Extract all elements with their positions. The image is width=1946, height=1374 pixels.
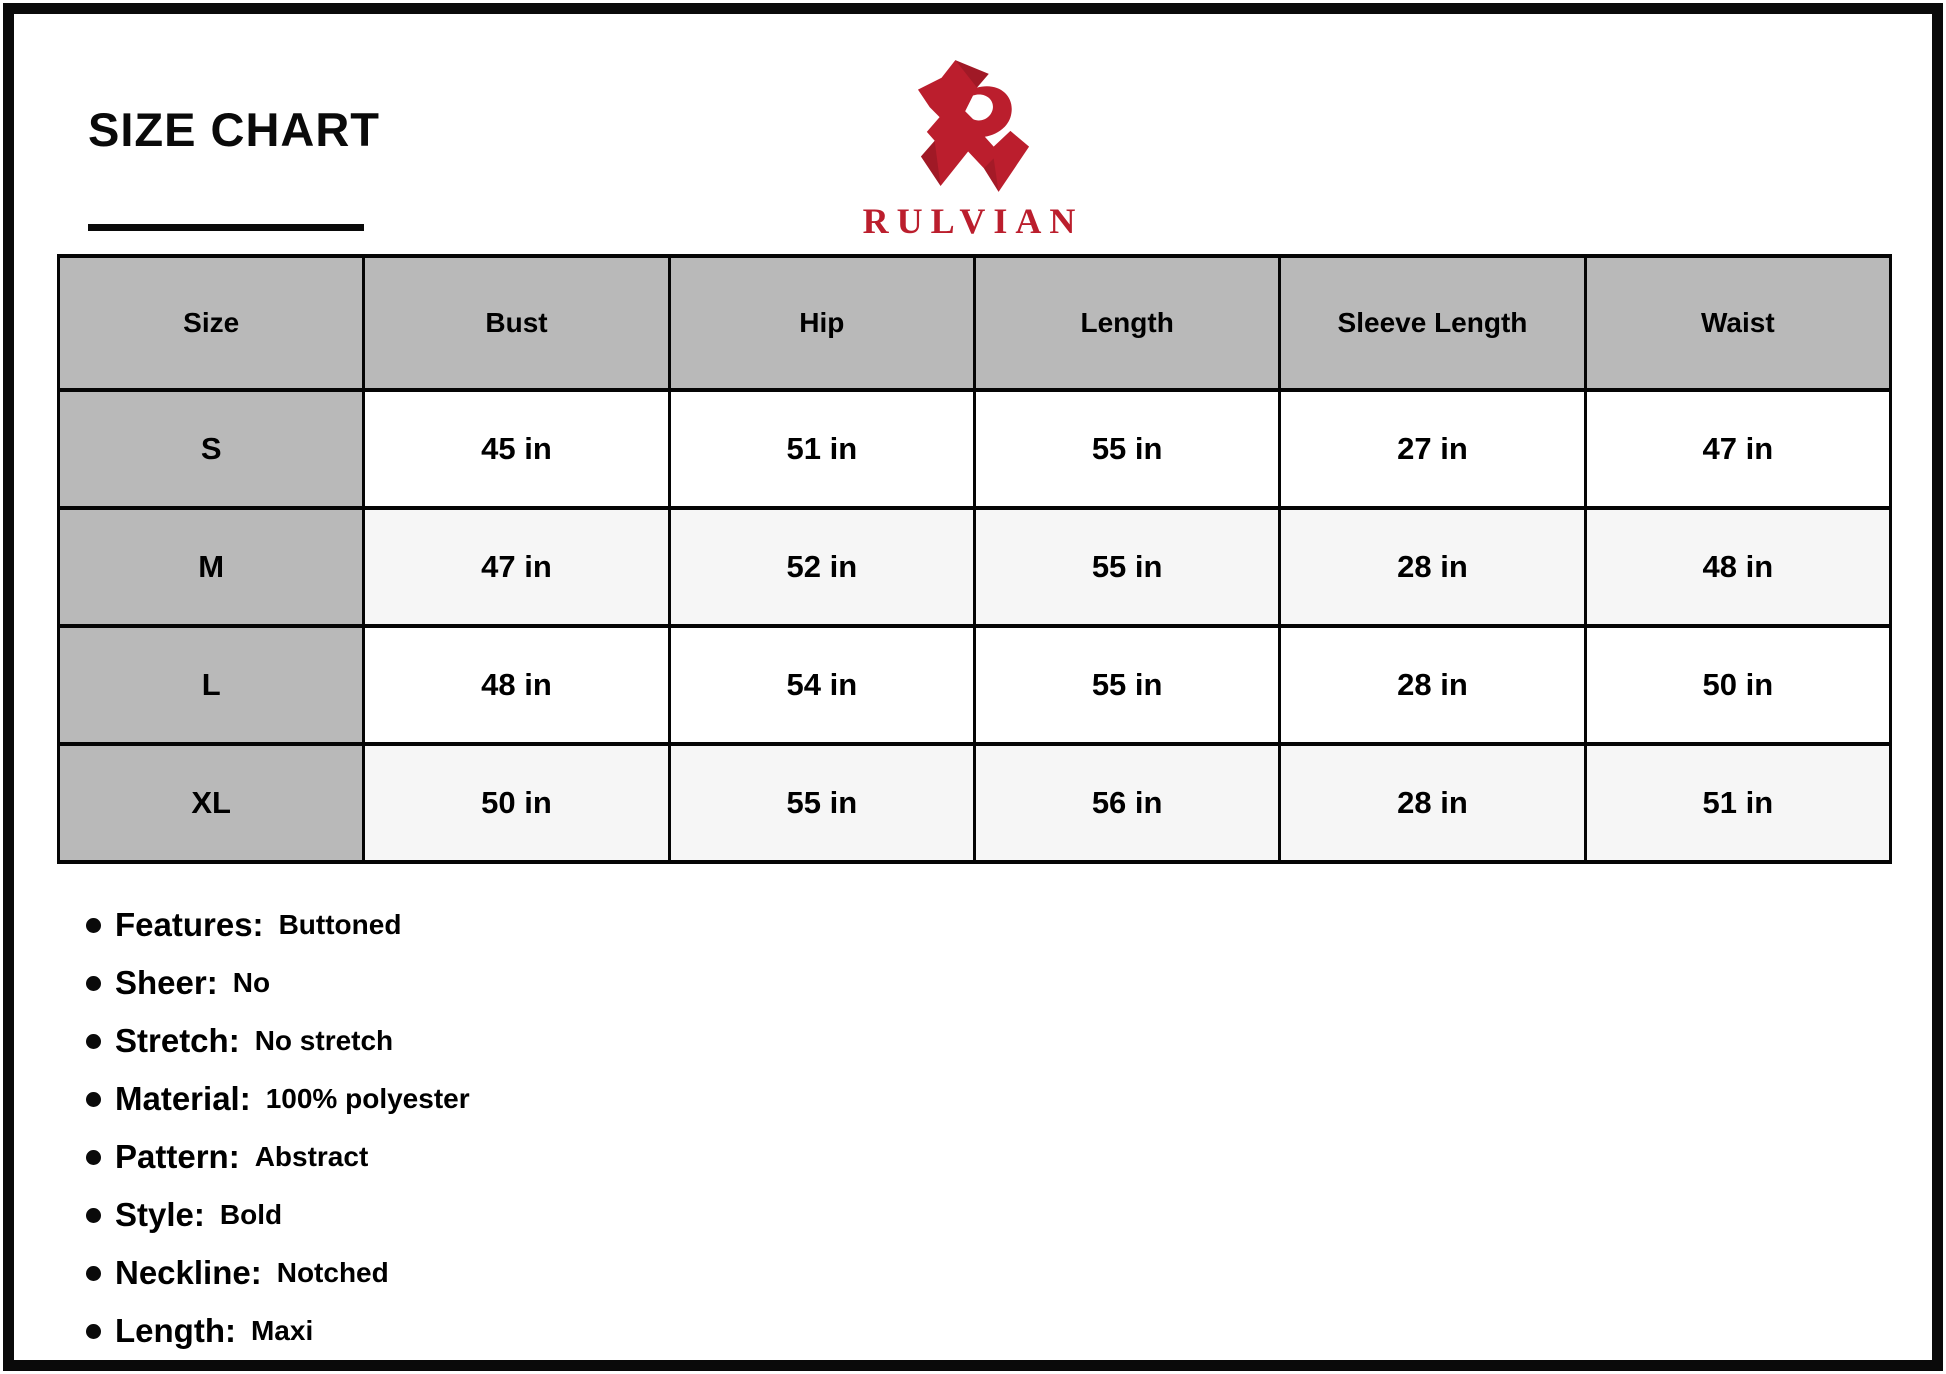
bullet-icon [86, 976, 101, 991]
size-chart-table [57, 254, 1892, 864]
length-value: 55 in [974, 626, 1279, 744]
bullet-icon [86, 1150, 101, 1165]
bust-value: 45 in [364, 390, 669, 508]
hip-value: 51 in [669, 390, 974, 508]
size-label: XL [59, 744, 364, 862]
sleeve-length-value: 28 in [1280, 508, 1585, 626]
waist-value: 51 in [1585, 744, 1890, 862]
detail-item-stretch [86, 1012, 470, 1070]
size-label: M [59, 508, 364, 626]
detail-label: Pattern: [115, 1138, 240, 1175]
brand-name: RULVIAN [862, 201, 1084, 241]
bust-value: 50 in [364, 744, 669, 862]
detail-value: Abstract [254, 1141, 369, 1172]
hip-value: 55 in [669, 744, 974, 862]
detail-value: Maxi [250, 1315, 314, 1346]
table-row-l [59, 626, 1891, 744]
detail-label: Stretch: [115, 1022, 240, 1059]
table-row-m [59, 508, 1891, 626]
bullet-icon [86, 1092, 101, 1107]
detail-item-style [86, 1186, 470, 1244]
bullet-icon [86, 1324, 101, 1339]
brand-r-logo-icon [916, 56, 1034, 194]
detail-item-sheer [86, 954, 470, 1012]
detail-item-material [86, 1070, 470, 1128]
bullet-icon [86, 918, 101, 933]
table-header-row [59, 256, 1891, 390]
detail-label: Material: [115, 1080, 251, 1117]
column-header-bust: Bust [364, 256, 669, 390]
hip-value: 52 in [669, 508, 974, 626]
waist-value: 47 in [1585, 390, 1890, 508]
detail-item-length [86, 1302, 470, 1360]
detail-value: No stretch [254, 1025, 394, 1056]
detail-value: Bold [219, 1199, 283, 1230]
bullet-icon [86, 1266, 101, 1281]
length-value: 56 in [974, 744, 1279, 862]
column-header-hip: Hip [669, 256, 974, 390]
bust-value: 47 in [364, 508, 669, 626]
sleeve-length-value: 28 in [1280, 744, 1585, 862]
waist-value: 48 in [1585, 508, 1890, 626]
sleeve-length-value: 28 in [1280, 626, 1585, 744]
table-row-s [59, 390, 1891, 508]
detail-label: Sheer: [115, 964, 218, 1001]
length-value: 55 in [974, 390, 1279, 508]
column-header-size: Size [59, 256, 364, 390]
detail-value: Buttoned [278, 909, 402, 940]
bullet-icon [86, 1208, 101, 1223]
detail-label: Length: [115, 1312, 236, 1349]
size-label: L [59, 626, 364, 744]
detail-value: No [232, 967, 271, 998]
product-details-list [86, 896, 470, 1360]
detail-label: Style: [115, 1196, 205, 1233]
detail-item-neckline [86, 1244, 470, 1302]
detail-label: Neckline: [115, 1254, 262, 1291]
detail-value: Notched [276, 1257, 389, 1288]
page-title: SIZE CHART [88, 103, 380, 156]
detail-item-pattern [86, 1128, 470, 1186]
waist-value: 50 in [1585, 626, 1890, 744]
detail-label: Features: [115, 906, 264, 943]
column-header-waist: Waist [1585, 256, 1890, 390]
hip-value: 54 in [669, 626, 974, 744]
bullet-icon [86, 1034, 101, 1049]
column-header-sleeve-length: Sleeve Length [1280, 256, 1585, 390]
detail-value: 100% polyester [265, 1083, 470, 1114]
table-row-xl [59, 744, 1891, 862]
column-header-length: Length [974, 256, 1279, 390]
bust-value: 48 in [364, 626, 669, 744]
length-value: 55 in [974, 508, 1279, 626]
detail-item-features [86, 896, 470, 954]
size-label: S [59, 390, 364, 508]
sleeve-length-value: 27 in [1280, 390, 1585, 508]
